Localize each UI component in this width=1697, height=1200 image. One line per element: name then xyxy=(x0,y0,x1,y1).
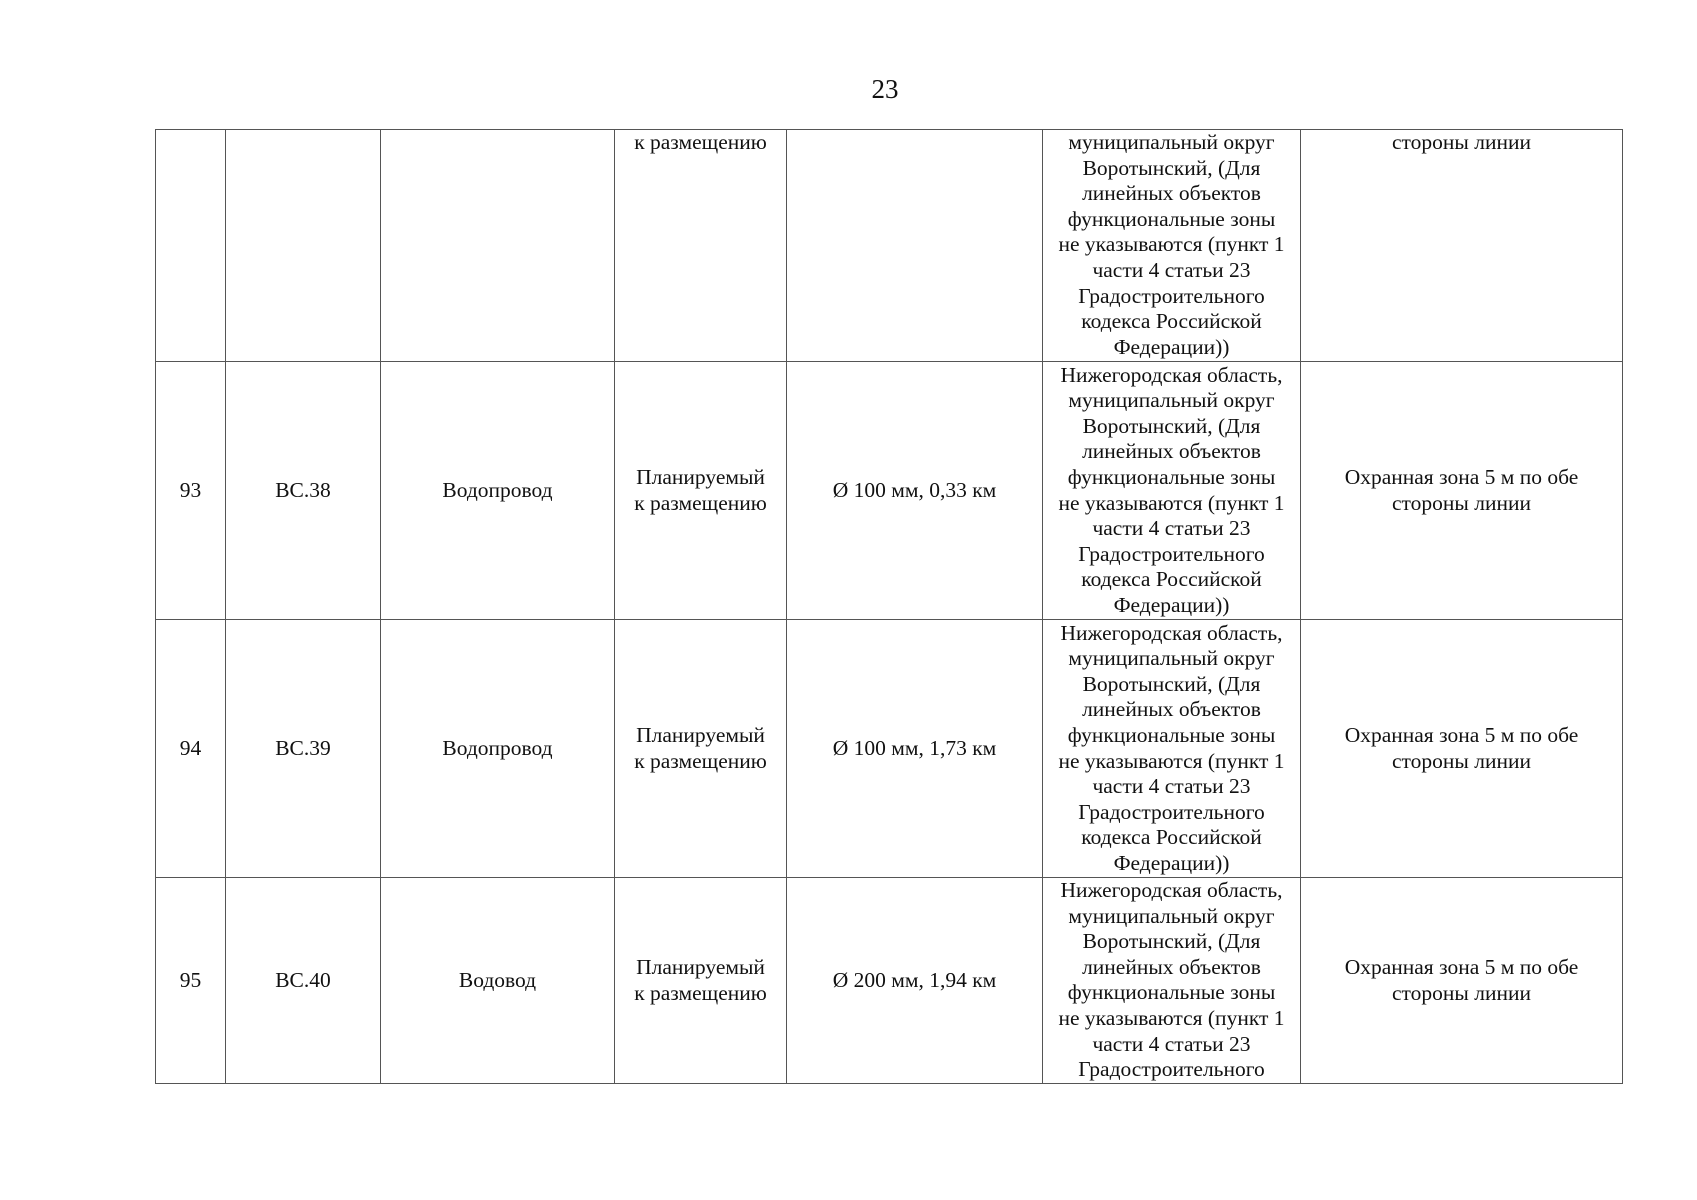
cell-location xyxy=(1043,878,1301,1084)
page-number: 23 xyxy=(871,74,899,104)
location-line: линейных объектов xyxy=(1082,697,1261,722)
location-line: Нижегородская область, xyxy=(1060,878,1283,902)
location-line: Федерации)) xyxy=(1113,334,1230,359)
location-line: линейных объектов xyxy=(1082,439,1261,464)
cell-code: ВС.40 xyxy=(226,878,381,1084)
location-line: муниципальный округ xyxy=(1068,388,1275,413)
cell-location xyxy=(1043,620,1301,878)
location-line: Воротынский, (Для xyxy=(1082,929,1261,954)
status-line: Планируемый xyxy=(636,954,765,979)
cell-name: Водопровод xyxy=(381,362,615,620)
table-row xyxy=(156,362,1623,620)
location-line: Воротынский, (Для xyxy=(1082,413,1261,438)
location-line: Федерации)) xyxy=(1113,850,1230,875)
location-line: Градостроительного xyxy=(1078,1057,1265,1082)
cell-status xyxy=(615,878,787,1084)
location-line: кодекса Российской xyxy=(1081,825,1262,850)
cell-name xyxy=(381,130,615,362)
cell-params: Ø 200 мм, 1,94 км xyxy=(787,878,1043,1084)
location-line: не указываются (пункт 1 xyxy=(1058,490,1285,515)
location-line: не указываются (пункт 1 xyxy=(1058,232,1285,257)
cell-status xyxy=(615,362,787,620)
cell-params: Ø 100 мм, 1,73 км xyxy=(787,620,1043,878)
cell-params: Ø 100 мм, 0,33 км xyxy=(787,362,1043,620)
location-line: муниципальный округ xyxy=(1068,646,1275,671)
cell-code: ВС.39 xyxy=(226,620,381,878)
cell-code xyxy=(226,130,381,362)
table-row xyxy=(156,620,1623,878)
cell-name: Водовод xyxy=(381,878,615,1084)
status-line: к размещению xyxy=(634,748,767,773)
status-line: Планируемый xyxy=(636,464,765,489)
cell-name: Водопровод xyxy=(381,620,615,878)
location-line: кодекса Российской xyxy=(1081,309,1262,334)
status-line: к размещению xyxy=(634,490,767,515)
table-row xyxy=(156,130,1623,362)
cell-number: 95 xyxy=(156,878,226,1084)
cell-zone xyxy=(1301,878,1623,1084)
zone-line: стороны линии xyxy=(1392,490,1531,515)
cell-zone xyxy=(1301,620,1623,878)
location-line: Нижегородская область, xyxy=(1060,620,1283,645)
location-line: муниципальный округ xyxy=(1068,903,1275,928)
cell-status xyxy=(615,620,787,878)
location-line: Нижегородская область, xyxy=(1060,362,1283,387)
location-line: функциональные зоны xyxy=(1067,464,1276,489)
location-line: Воротынский, (Для xyxy=(1082,671,1261,696)
zone-line: Охранная зона 5 м по обе xyxy=(1344,722,1579,747)
cell-status xyxy=(615,130,787,362)
cell-zone xyxy=(1301,362,1623,620)
cell-params xyxy=(787,130,1043,362)
location-line: функциональные зоны xyxy=(1067,722,1276,747)
location-line: Федерации)) xyxy=(1113,592,1230,617)
location-line: не указываются (пункт 1 xyxy=(1058,1005,1285,1030)
cell-zone xyxy=(1301,130,1623,362)
table-row xyxy=(156,878,1623,1084)
location-line: Градостроительного xyxy=(1078,541,1265,566)
cell-location xyxy=(1043,362,1301,620)
location-line: Воротынский, (Для xyxy=(1082,155,1261,180)
location-line: линейных объектов xyxy=(1082,954,1261,979)
location-line: части 4 статьи 23 xyxy=(1092,516,1251,541)
location-line: части 4 статьи 23 xyxy=(1092,774,1251,799)
location-line: функциональные зоны xyxy=(1067,980,1276,1005)
location-line: части 4 статьи 23 xyxy=(1092,257,1251,282)
zone-line: стороны линии xyxy=(1392,748,1531,773)
cell-code: ВС.38 xyxy=(226,362,381,620)
cell-location xyxy=(1043,130,1301,362)
location-line: Градостроительного xyxy=(1078,799,1265,824)
location-line: части 4 статьи 23 xyxy=(1092,1031,1251,1056)
status-line: Планируемый xyxy=(636,722,765,747)
cell-number: 94 xyxy=(156,620,226,878)
cell-number: 93 xyxy=(156,362,226,620)
location-line: функциональные зоны xyxy=(1067,206,1276,231)
objects-table xyxy=(155,129,1623,1084)
zone-line: Охранная зона 5 м по обе xyxy=(1344,464,1579,489)
status-line: к размещению xyxy=(634,130,767,154)
cell-number xyxy=(156,130,226,362)
location-line: Градостроительного xyxy=(1078,283,1265,308)
location-line: линейных объектов xyxy=(1082,181,1261,206)
status-line: к размещению xyxy=(634,980,767,1005)
zone-line: Охранная зона 5 м по обе xyxy=(1344,954,1579,979)
zone-line: стороны линии xyxy=(1392,980,1531,1005)
location-line: муниципальный округ xyxy=(1068,130,1275,154)
location-line: кодекса Российской xyxy=(1081,567,1262,592)
zone-line: стороны линии xyxy=(1392,130,1531,154)
location-line: не указываются (пункт 1 xyxy=(1058,748,1285,773)
